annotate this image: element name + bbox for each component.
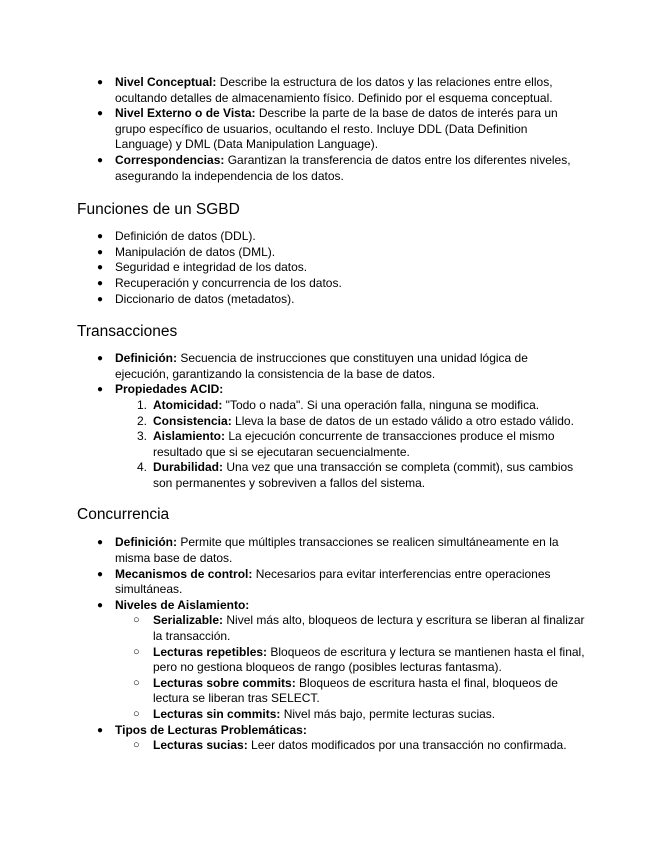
bullet-icon: ● <box>97 537 104 549</box>
section-heading-concurrencia: Concurrencia <box>77 506 170 524</box>
circle-bullet-icon: ○ <box>133 614 140 627</box>
list-item-numbered: 2. Consistencia: Lleva la base de datos de un estado válido a otro estado válido. <box>136 413 574 428</box>
bullet-icon: ● <box>97 108 104 120</box>
circle-bullet-icon: ○ <box>133 645 140 658</box>
list-item: ● Nivel Conceptual: Describe la estructura de los datos y las relaciones entre ellos, ocultando detalles de almacenamiento físico. Definido por el esquema conceptual. <box>97 75 553 105</box>
list-item: ● Manipulación de datos (DML). <box>97 244 276 259</box>
bullet-icon: ● <box>97 154 104 166</box>
section-heading-transacciones: Transacciones <box>77 323 178 341</box>
list-item: ● Recuperación y concurrencia de los datos. <box>97 275 342 290</box>
funciones-list <box>0 229 655 307</box>
list-item-sub: ○ Lecturas sin commits: Nivel más bajo, permite lecturas sucias. <box>133 707 496 721</box>
list-item-numbered: 4. Durabilidad: Una vez que una transacción se completa (commit), sus cambios son permanentes y sobreviven a fallos del sistema. <box>136 460 574 490</box>
architecture-levels-list <box>0 75 655 184</box>
circle-bullet-icon: ○ <box>133 676 140 689</box>
bullet-icon: ● <box>97 724 104 736</box>
bullet-icon: ● <box>97 262 104 274</box>
list-item-sub: ○ Lecturas sucias: Leer datos modificados por una transacción no confirmada. <box>133 738 567 753</box>
transacciones-list <box>0 351 655 491</box>
list-item: ● Propiedades ACID: <box>97 382 224 397</box>
list-item: ● Definición de datos (DDL). <box>97 229 256 244</box>
bullet-icon: ● <box>97 384 104 396</box>
bullet-icon: ● <box>97 568 104 580</box>
list-item-sub: ○ Lecturas repetibles: Bloqueos de escritura y lectura se mantienen hasta el final, pero no gestiona bloqueos de rango (posibles lecturas fantasma). <box>133 644 585 675</box>
bullet-icon: ● <box>97 246 104 258</box>
list-item: ● Nivel Externo o de Vista: Describe la parte de la base de datos de interés para un grupo específico de usuarios, ocultando el resto. Incluye DDL (Data Definition Language) y DML (Data Manipulation Language). <box>97 106 558 152</box>
list-item: ● Niveles de Aislamiento: <box>97 597 250 612</box>
list-item: ● Seguridad e integridad de los datos. <box>97 260 308 275</box>
concurrencia-list <box>0 535 655 753</box>
section-heading-funciones: Funciones de un SGBD <box>77 201 240 219</box>
bullet-icon: ● <box>97 293 104 305</box>
bullet-icon: ● <box>97 277 104 289</box>
bullet-icon: ● <box>97 353 104 365</box>
list-item-sub: ○ Serializable: Nivel más alto, bloqueos de lectura y escritura se liberan al finalizar la transacción. <box>133 613 585 644</box>
bullet-icon: ● <box>97 77 104 88</box>
list-item: ● Definición: Secuencia de instrucciones que constituyen una unidad lógica de ejecución, garantizando la consistencia de la base de datos. <box>97 351 528 381</box>
bullet-icon: ● <box>97 599 104 611</box>
circle-bullet-icon: ○ <box>133 708 140 720</box>
list-item: ● Tipos de Lecturas Problemáticas: <box>97 722 307 737</box>
list-item-numbered: 3. Aislamiento: La ejecución concurrente de transacciones produce el mismo resultado que si se ejecutaran secuencialmente. <box>136 429 555 459</box>
bullet-icon: ● <box>97 231 104 243</box>
list-item: ● Definición: Permite que múltiples transacciones se realicen simultáneamente en la misma base de datos. <box>97 535 559 566</box>
list-item: ● Mecanismos de control: Necesarios para evitar interferencias entre operaciones simultáneas. <box>97 566 551 597</box>
list-item: ● Diccionario de datos (metadatos). <box>97 291 295 306</box>
list-item: ● Correspondencias: Garantizan la transferencia de datos entre los diferentes niveles, asegurando la independencia de los datos. <box>97 152 571 183</box>
circle-bullet-icon: ○ <box>133 739 140 752</box>
list-item-numbered: 1. Atomicidad: "Todo o nada". Si una operación falla, ninguna se modifica. <box>136 397 540 412</box>
list-item-sub: ○ Lecturas sobre commits: Bloqueos de escritura hasta el final, bloqueos de lectura se liberan tras SELECT. <box>133 675 558 706</box>
